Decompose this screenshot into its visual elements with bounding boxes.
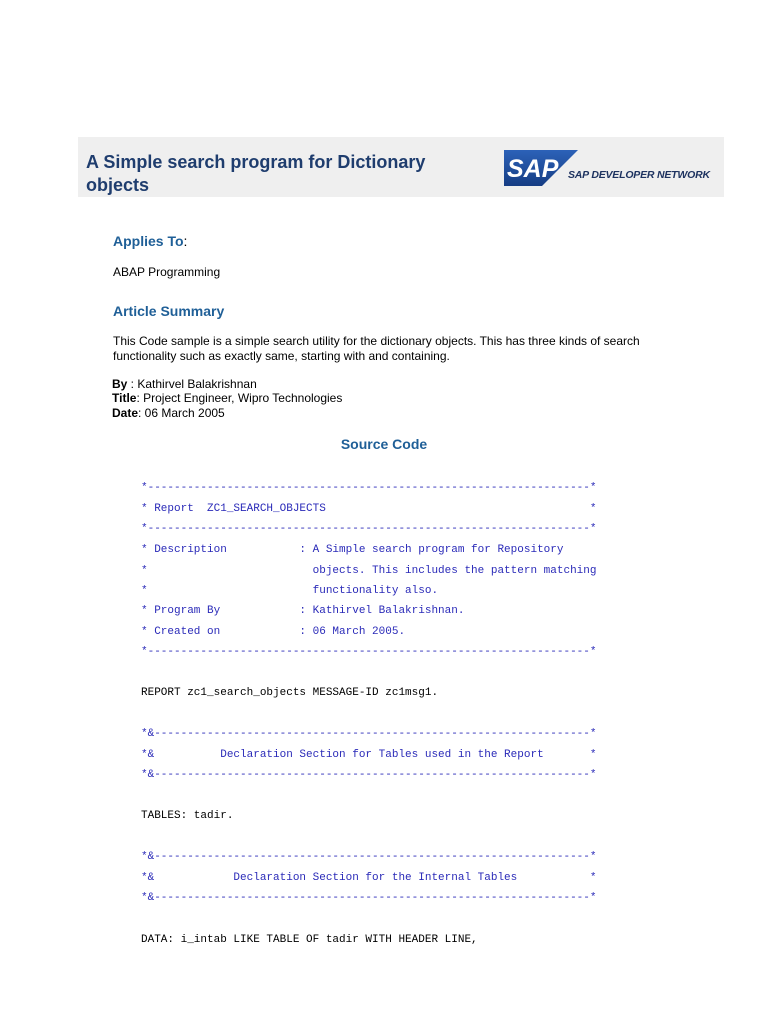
- code-line: TABLES: tadir.: [141, 810, 234, 822]
- code-line: *&------------------------------------------------------------------*: [141, 728, 597, 740]
- article-summary-heading: Article Summary: [113, 303, 225, 319]
- date-label: Date: [112, 406, 139, 420]
- meta-date: [112, 406, 225, 421]
- code-line: * Description : A Simple search program for Repository: [141, 544, 564, 556]
- code-line: * functionality also.: [141, 585, 439, 597]
- code-line: *& Declaration Section for Tables used in the Report *: [141, 749, 597, 761]
- code-line: *-------------------------------------------------------------------*: [141, 482, 597, 494]
- applies-to-colon: :: [183, 233, 188, 249]
- applies-to-heading: [113, 233, 187, 249]
- article-summary-text: This Code sample is a simple search utility for the dictionary objects. This has three kinds of search functionality such as exactly same, starting with and containing.: [113, 334, 640, 363]
- sap-logo: [504, 150, 724, 188]
- code-line: *-------------------------------------------------------------------*: [141, 523, 597, 535]
- by-value: : Kathirvel Balakrishnan: [127, 377, 257, 391]
- code-line: * Report ZC1_SEARCH_OBJECTS *: [141, 503, 597, 515]
- code-line: *&------------------------------------------------------------------*: [141, 851, 597, 863]
- title-label: Title: [112, 391, 137, 405]
- sap-logo-icon: [504, 150, 578, 186]
- sap-developer-network-text: SAP DEVELOPER NETWORK: [568, 169, 710, 181]
- code-line: *-------------------------------------------------------------------*: [141, 646, 597, 658]
- code-line: * Created on : 06 March 2005.: [141, 626, 406, 638]
- code-line: *&------------------------------------------------------------------*: [141, 892, 597, 904]
- meta-by: [112, 377, 257, 392]
- code-line: *&------------------------------------------------------------------*: [141, 769, 597, 781]
- by-label: By: [112, 377, 128, 391]
- source-code-heading: Source Code: [340, 436, 428, 452]
- title-value: : Project Engineer, Wipro Technologies: [136, 391, 343, 405]
- applies-to-heading-text: Applies To: [113, 233, 184, 249]
- code-line: *& Declaration Section for the Internal Tables *: [141, 872, 597, 884]
- code-line: DATA: i_intab LIKE TABLE OF tadir WITH HEADER LINE,: [141, 934, 478, 946]
- document-title: A Simple search program for Dictionary objects: [86, 152, 426, 195]
- meta-title: [112, 391, 342, 406]
- code-line: REPORT zc1_search_objects MESSAGE-ID zc1msg1.: [141, 687, 439, 699]
- date-value: : 06 March 2005: [138, 406, 225, 420]
- sap-logo-text: SAP: [507, 155, 559, 183]
- code-line: * objects. This includes the pattern matching: [141, 565, 597, 577]
- code-line: * Program By : Kathirvel Balakrishnan.: [141, 605, 465, 617]
- applies-to-text: ABAP Programming: [113, 265, 221, 279]
